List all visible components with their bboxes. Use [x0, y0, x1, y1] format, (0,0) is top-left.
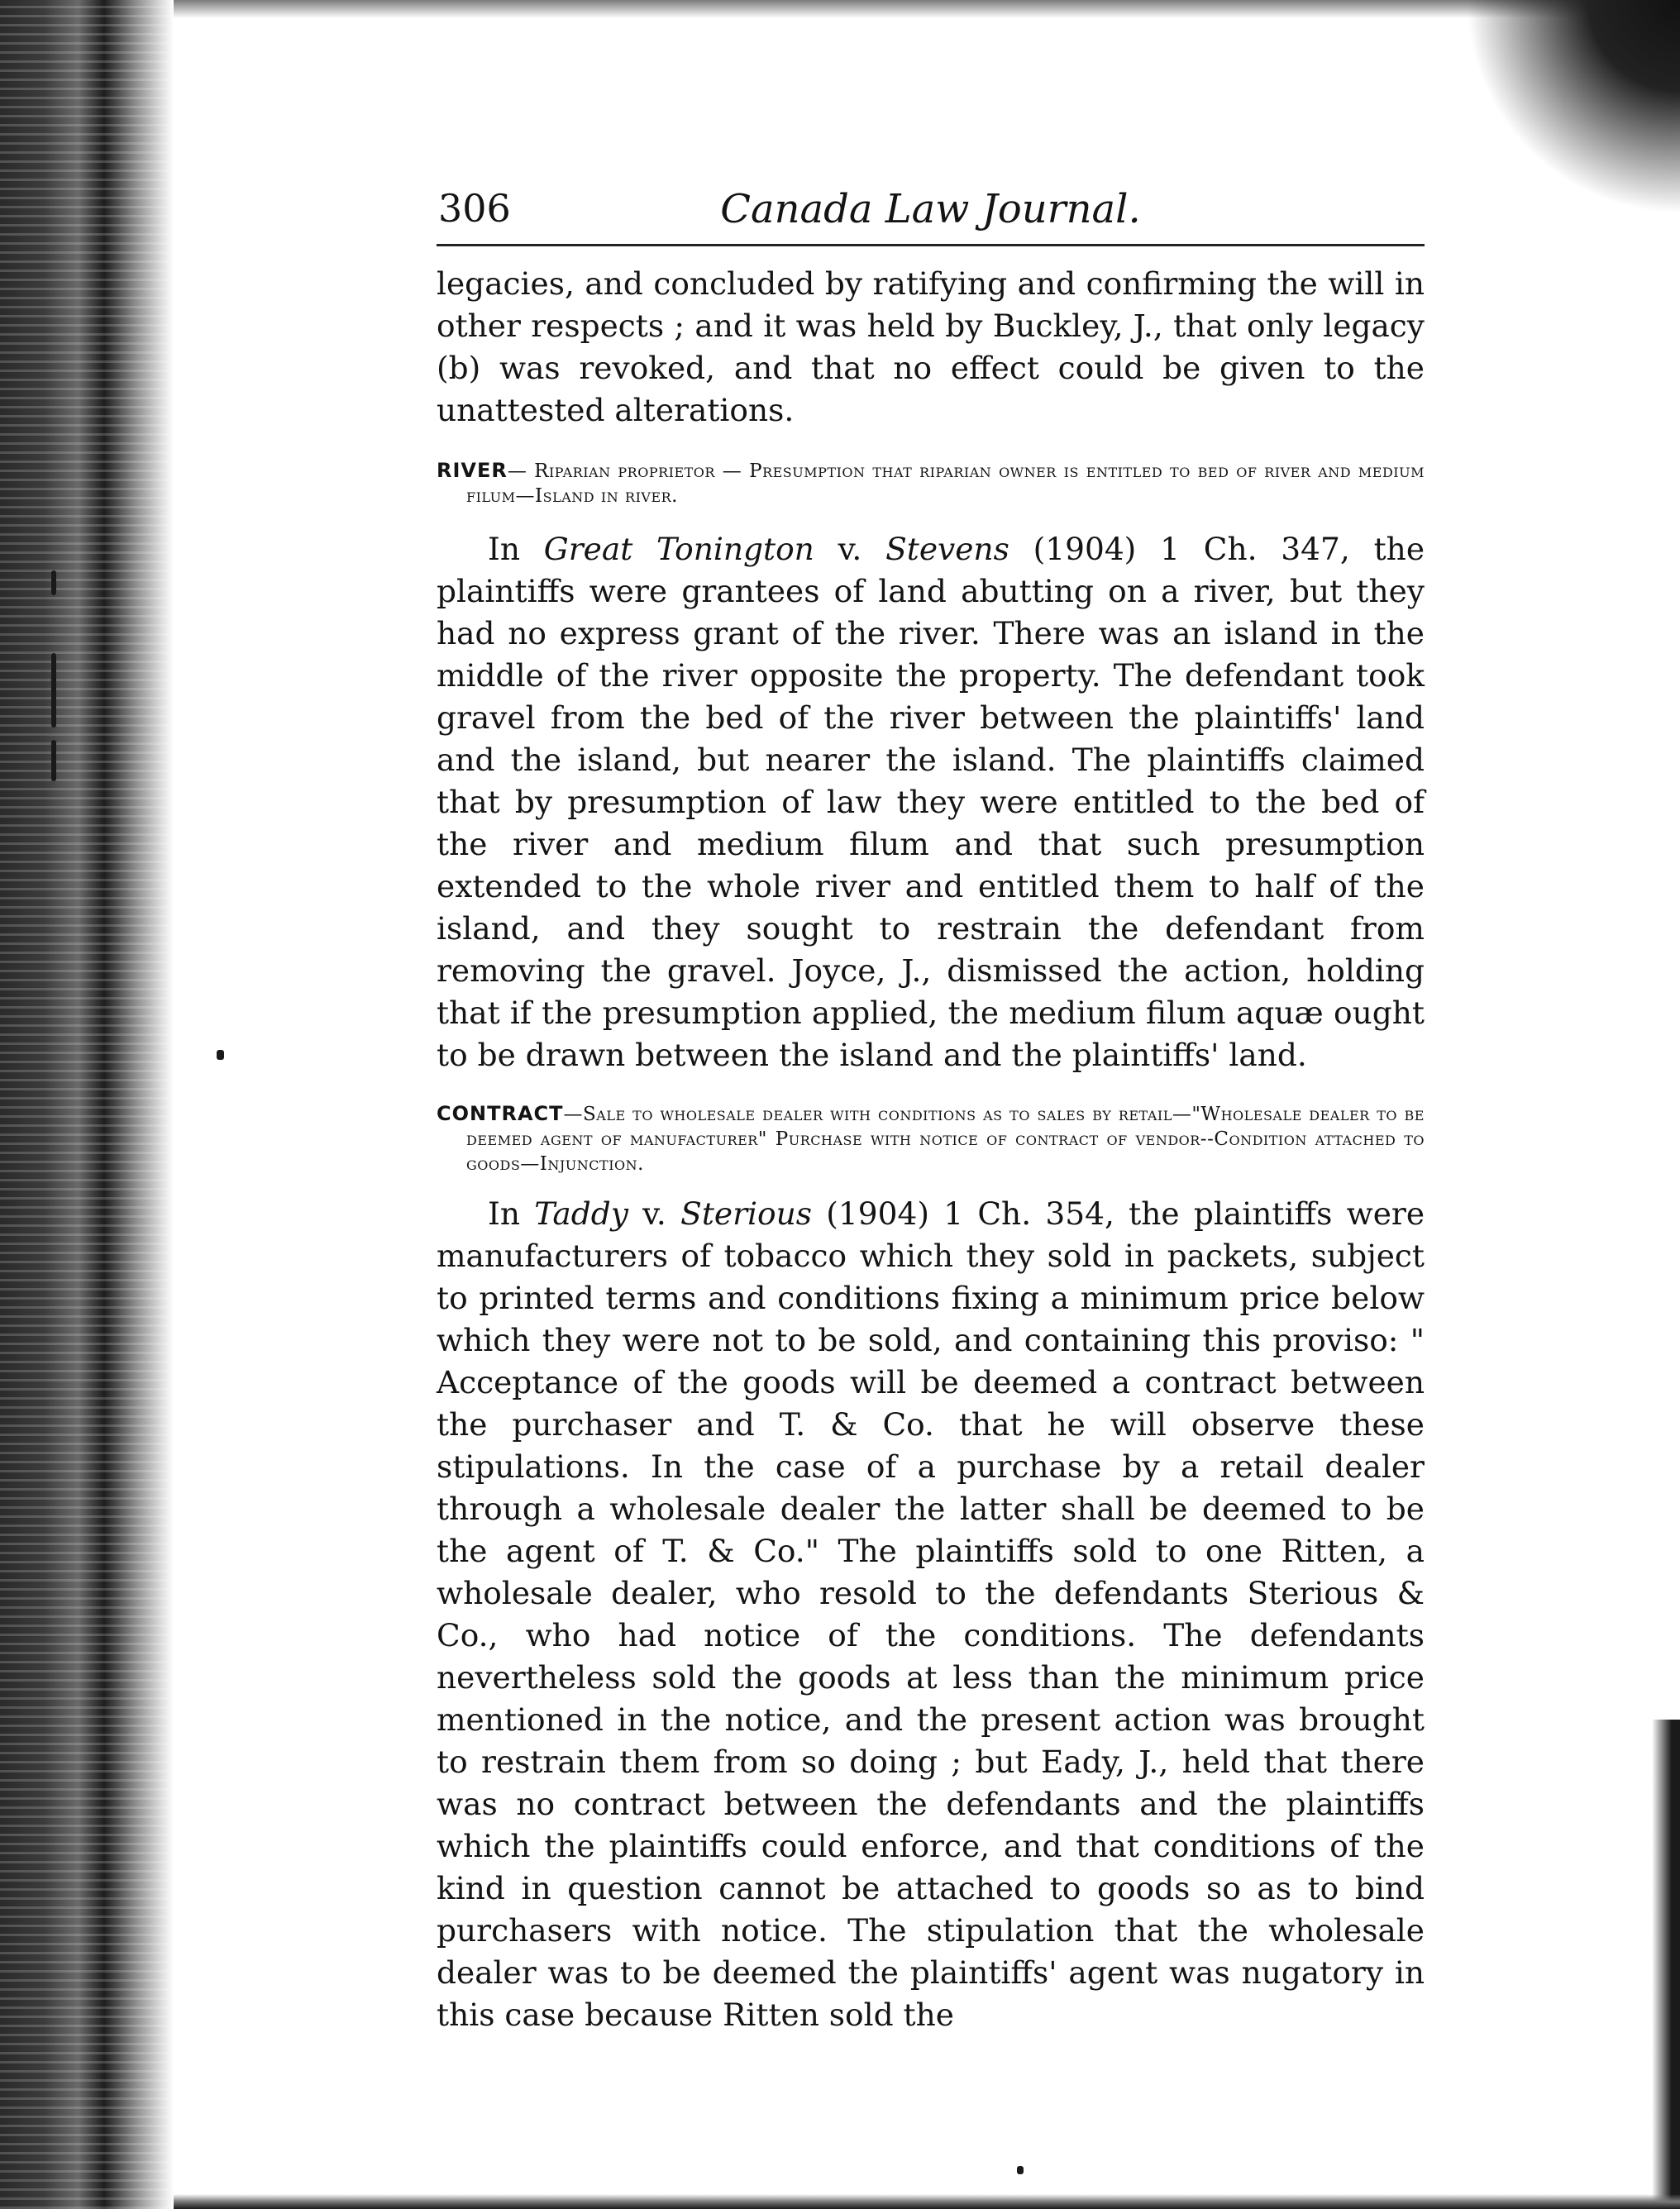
margin-dot — [217, 1050, 224, 1060]
margin-mark — [51, 740, 56, 781]
headnote-river — [437, 458, 1425, 508]
paragraph-contract-case — [437, 1193, 1425, 2036]
headnote-keyword: CONTRACT — [437, 1102, 564, 1125]
running-head — [437, 178, 1425, 246]
page-number: 306 — [438, 186, 511, 231]
text-run: In — [488, 531, 544, 567]
scan-top-edge — [174, 0, 1680, 18]
headnote-keyword: RIVER — [437, 459, 508, 482]
text-run: In — [488, 1195, 535, 1232]
case-party: Great Tonington — [543, 531, 814, 567]
paragraph-continuation: legacies, and concluded by ratifying and confirming the will in other respects ; and it was held by Buckley, J., that only legacy (b) was revoked, and that no effect could be given to the unattested alterations. — [437, 265, 1425, 428]
scan-right-edge — [1652, 1720, 1680, 2209]
margin-mark — [51, 570, 56, 595]
scan-corner-shadow — [1465, 0, 1680, 215]
scan-bottom-edge — [174, 2194, 1680, 2209]
case-party: Taddy — [534, 1195, 628, 1232]
headnote-text: — Riparian proprietor — Presumption that riparian owner is entitled to bed of river and medium filum—Island in river. — [466, 460, 1425, 507]
headnote-contract — [437, 1101, 1425, 1176]
text-run: v. — [814, 531, 886, 567]
scan-binding-shadow — [0, 0, 174, 2209]
case-party: Sterious — [680, 1195, 812, 1232]
margin-mark — [51, 653, 56, 728]
text-run: (1904) 1 Ch. 354, the plaintiffs were manufacturers of tobacco which they sold in packets, subject to printed terms and conditions fixing a minimum price below which they were not to be sold, and containing this proviso: " Acceptance of the goods will be deemed a contract between the purchaser and T. & Co. that he will observe these stipulations. In the case of a purchase by a retail dealer through a wholesale dealer the latter shall be deemed to be the agent of T. & Co." The plaintiffs sold to one Ritten, a wholesale dealer, who resold to the defendants Sterious & Co., who had notice of the conditions. The defendants nevertheless sold the goods at less than the minimum price mentioned in the notice, and the present action was brought to restrain them from so doing ; but Eady, J., held that there was no contract between the defendants and the plaintiffs which the plaintiffs could enforce, and that conditions of the kind in question cannot be attached to goods so as to bind purchasers with notice. The stipulation that the wholesale dealer was to be deemed the plaintiffs' agent was nugatory in this case because Ritten sold the — [437, 1195, 1425, 2033]
headnote-text: —Sale to wholesale dealer with conditions as to sales by retail—"Wholesale dealer to be deemed agent of manufacturer" Purchase with notice of contract of vendor--Condition attached to goods—Injunction. — [466, 1104, 1425, 1175]
text-run: (1904) 1 Ch. 347, the plaintiffs were grantees of land abutting on a river, but they had no express grant of the river. There was an island in the middle of the river opposite the property. The defendant took gravel from the bed of the river between the plaintiffs' land and the island, but nearer the island. The plaintiffs claimed that by presumption of law they were entitled to the bed of the river and medium filum and that such presumption extended to the whole river and entitled them to half of the island, and they sought to restrain the defendant from removing the gravel. Joyce, J., dismissed the action, holding that if the presumption applied, the medium filum aquæ ought to be drawn between the island and the plaintiffs' land. — [437, 531, 1425, 1073]
text-run: v. — [628, 1195, 681, 1232]
case-party: Stevens — [885, 531, 1009, 567]
paragraph-river-case — [437, 528, 1425, 1076]
journal-title: Canada Law Journal. — [720, 186, 1141, 232]
book-page — [437, 178, 1425, 2036]
margin-dot — [1017, 2166, 1024, 2174]
